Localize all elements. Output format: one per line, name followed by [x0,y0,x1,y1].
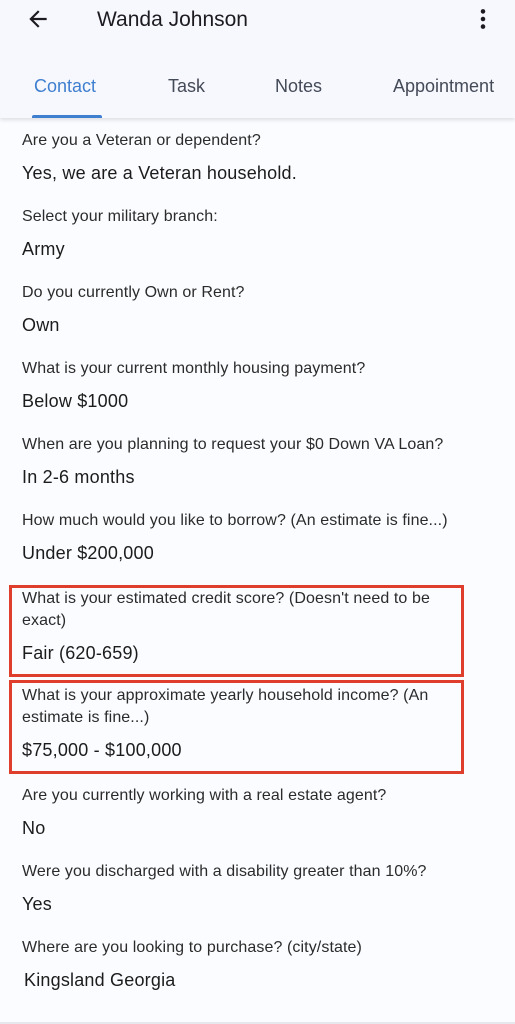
answer-value: Kingsland Georgia [24,970,176,990]
answer-value: In 2-6 months [22,467,135,487]
list-item [22,510,492,565]
list-item [22,937,492,992]
list-item [22,282,492,337]
answer-value: Fair (620-659) [22,643,139,663]
app-bar [0,0,515,118]
list-item [22,358,492,413]
answer-value: Yes, we are a Veteran household. [22,163,297,183]
list-item [22,130,492,185]
question-label: What is your current monthly housing payment? [22,360,366,377]
list-item [22,861,492,916]
tab-bar [0,60,515,118]
question-label: Do you currently Own or Rent? [22,284,245,301]
answer-value: No [22,818,46,838]
contact-name-title: Wanda Johnson [97,8,248,31]
tab-contact[interactable]: Contact [34,76,97,96]
question-label: What is your approximate yearly household income? (An estimate is fine...) [22,687,429,726]
active-tab-indicator [32,115,102,118]
question-label: How much would you like to borrow? (An estimate is fine...) [22,512,448,529]
list-item [22,434,492,489]
tab-appointment[interactable]: Appointment [393,76,495,96]
answer-value: $75,000 - $100,000 [22,740,182,760]
arrow-left-icon [25,6,51,32]
tab-notes[interactable]: Notes [275,76,323,96]
back-button[interactable] [18,4,58,34]
question-label: What is your estimated credit score? (Doesn't need to be exact) [22,590,430,629]
list-item [22,588,462,665]
list-item [22,785,492,840]
question-label: Are you a Veteran or dependent? [22,132,261,149]
answer-value: Yes [22,894,52,914]
question-label: Where are you looking to purchase? (city/state) [22,939,362,956]
tab-task[interactable]: Task [168,76,206,96]
question-label: Were you discharged with a disability greater than 10%? [22,863,427,880]
list-item [22,206,492,261]
more-options-button[interactable] [468,4,498,34]
answer-value: Below $1000 [22,391,129,411]
question-label: Are you currently working with a real estate agent? [22,787,387,804]
more-vert-icon [470,6,496,32]
answer-value: Under $200,000 [22,543,154,563]
answer-value: Own [22,315,60,335]
question-label: Select your military branch: [22,208,218,225]
answer-value: Army [22,239,65,259]
question-label: When are you planning to request your $0 Down VA Loan? [22,436,444,453]
list-item [22,685,462,762]
